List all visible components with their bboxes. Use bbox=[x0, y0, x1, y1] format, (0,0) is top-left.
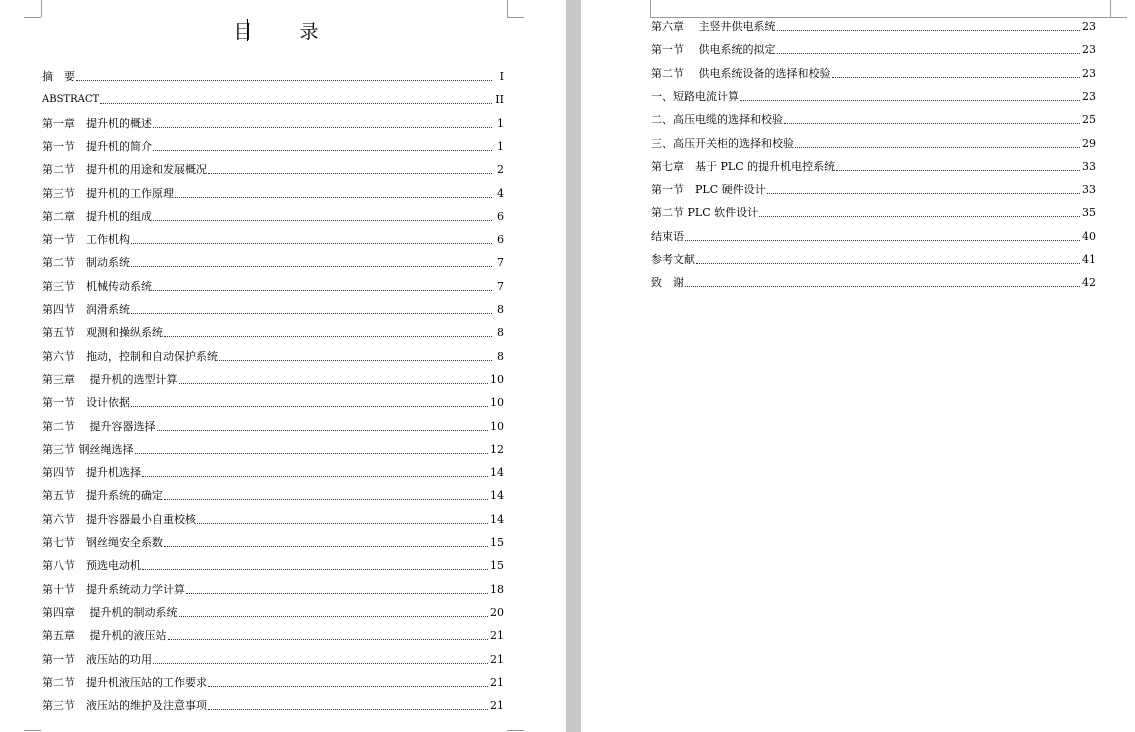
toc-dot-leader bbox=[197, 523, 488, 524]
toc-dot-leader bbox=[208, 709, 488, 710]
toc-entry[interactable] bbox=[42, 138, 504, 154]
toc-entry-label: 第三节 提升机的工作原理 bbox=[42, 186, 174, 200]
toc-dot-leader bbox=[135, 453, 489, 454]
toc-dot-leader bbox=[175, 197, 492, 198]
toc-entry-label: 三、高压开关柜的选择和校验 bbox=[651, 136, 794, 150]
toc-entry-page: 21 bbox=[490, 629, 504, 643]
crop-mark bbox=[1110, 17, 1127, 18]
toc-dot-leader bbox=[131, 266, 492, 267]
toc-dot-leader bbox=[131, 243, 492, 244]
toc-entry-label: 第二节 提升容器选择 bbox=[42, 419, 156, 433]
toc-dot-leader bbox=[767, 193, 1080, 194]
crop-mark bbox=[24, 730, 41, 731]
toc-dot-leader bbox=[186, 593, 488, 594]
toc-entry-label: 第七节 钢丝绳安全系数 bbox=[42, 536, 163, 549]
toc-entry-label: 第一节 工作机构 bbox=[42, 233, 130, 247]
toc-entry[interactable] bbox=[42, 115, 504, 131]
toc-dot-leader bbox=[131, 313, 492, 314]
page-gap bbox=[566, 0, 581, 732]
toc-dot-leader bbox=[131, 406, 488, 407]
toc-entry[interactable] bbox=[42, 674, 504, 690]
toc-dot-leader bbox=[157, 430, 489, 431]
toc-entry-label: 第七章 基于 PLC 的提升机电控系统 bbox=[651, 159, 836, 173]
toc-entry-label: 第十节 提升系统动力学计算 bbox=[42, 582, 185, 596]
crop-mark bbox=[1110, 0, 1111, 17]
crop-mark bbox=[41, 0, 42, 17]
toc-entry-label: 第一节 设计依据 bbox=[42, 396, 130, 410]
toc-entry[interactable] bbox=[42, 161, 504, 177]
toc-entry-label: 第三节 液压站的维护及注意事项 bbox=[42, 699, 207, 713]
toc-entry-page: 41 bbox=[1082, 253, 1096, 266]
toc-dot-leader bbox=[164, 499, 488, 500]
toc-entry-page: 21 bbox=[490, 652, 504, 666]
toc-entry-page: 40 bbox=[1082, 229, 1096, 243]
toc-entry-page: 10 bbox=[490, 419, 504, 433]
toc-entry-page: 15 bbox=[490, 536, 504, 549]
toc-entry-label: 第一节 PLC 硬件设计 bbox=[651, 183, 766, 197]
toc-dot-leader bbox=[153, 663, 488, 664]
toc-dot-leader bbox=[784, 123, 1080, 124]
toc-entry[interactable] bbox=[42, 487, 504, 503]
toc-dot-leader bbox=[696, 263, 1080, 264]
toc-entry-label: 第二节 提升机的用途和发展概况 bbox=[42, 163, 207, 177]
toc-dot-leader bbox=[685, 286, 1080, 287]
toc-entry-label: 第二节 制动系统 bbox=[42, 256, 130, 270]
toc-dot-leader bbox=[164, 336, 492, 337]
toc-entry-page: 10 bbox=[490, 396, 504, 410]
toc-entry-label: 第四节 提升机选择 bbox=[42, 466, 141, 480]
toc-entry-label: 第三节 机械传动系统 bbox=[42, 279, 152, 293]
toc-entry[interactable] bbox=[651, 88, 1096, 104]
toc-entry[interactable] bbox=[42, 208, 504, 224]
toc-entry-label: 第五节 提升系统的确定 bbox=[42, 489, 163, 503]
toc-entry-label: 第二章 提升机的组成 bbox=[42, 209, 152, 223]
toc-entry-page: 23 bbox=[1082, 66, 1096, 80]
toc-entry-label: 摘 要 bbox=[42, 70, 75, 83]
toc-entry-page: 6 bbox=[497, 209, 504, 223]
toc-entry-page: II bbox=[495, 93, 504, 107]
toc-entry-label: 第三章 提升机的选型计算 bbox=[42, 372, 178, 386]
toc-entry-label: 第四章 提升机的制动系统 bbox=[42, 605, 178, 619]
toc-dot-leader bbox=[685, 240, 1080, 241]
toc-entry-label: 参考文献 bbox=[651, 253, 695, 266]
toc-entry[interactable] bbox=[42, 231, 504, 247]
toc-entry-page: 29 bbox=[1082, 136, 1096, 150]
toc-dot-leader bbox=[179, 383, 489, 384]
toc-entry[interactable] bbox=[42, 371, 504, 387]
toc-dot-leader bbox=[100, 103, 492, 104]
toc-entry[interactable] bbox=[42, 581, 504, 597]
toc-entry-page: 23 bbox=[1082, 43, 1096, 57]
toc-dot-leader bbox=[759, 216, 1080, 217]
toc-dot-leader bbox=[219, 360, 492, 361]
toc-dot-leader bbox=[153, 150, 492, 151]
toc-entry[interactable] bbox=[42, 604, 504, 620]
toc-entry-page: 23 bbox=[1082, 20, 1096, 33]
toc-entry[interactable] bbox=[651, 65, 1096, 81]
toc-entry-label: 第五章 提升机的液压站 bbox=[42, 629, 167, 643]
toc-entry[interactable] bbox=[42, 301, 504, 317]
toc-entry-label: 第一章 提升机的概述 bbox=[42, 116, 152, 130]
toc-entry[interactable] bbox=[42, 651, 504, 667]
toc-entry-page: 12 bbox=[490, 442, 504, 456]
toc-entry-label: 第六章 主竖井供电系统 bbox=[651, 20, 776, 33]
toc-entry-label: 结束语 bbox=[651, 229, 684, 243]
toc-dot-leader bbox=[832, 77, 1081, 78]
toc-entry-label: 第五节 观测和操纵系统 bbox=[42, 326, 163, 340]
toc-entry-label: 二、高压电缆的选择和校验 bbox=[651, 113, 783, 127]
toc-entry[interactable] bbox=[42, 394, 504, 410]
toc-entry-page: 18 bbox=[490, 582, 504, 596]
toc-dot-leader bbox=[179, 616, 489, 617]
toc-entry-label: 一、短路电流计算 bbox=[651, 89, 739, 103]
toc-entry[interactable] bbox=[42, 348, 504, 364]
toc-entry[interactable] bbox=[651, 228, 1096, 244]
toc-entry-page: 1 bbox=[497, 116, 504, 130]
toc-entry-label: ABSTRACT bbox=[42, 94, 100, 106]
toc-dot-leader bbox=[208, 686, 488, 687]
toc-entry-label: 致 谢 bbox=[651, 276, 684, 290]
toc-entry-label: 第一节 供电系统的拟定 bbox=[651, 43, 776, 57]
toc-entry-label: 第二节 PLC 软件设计 bbox=[651, 206, 759, 220]
toc-entry[interactable] bbox=[42, 464, 504, 480]
toc-dot-leader bbox=[777, 53, 1081, 54]
toc-entry-label: 第一节 提升机的简介 bbox=[42, 139, 152, 153]
toc-dot-leader bbox=[142, 476, 488, 477]
toc-entry-page: 8 bbox=[497, 303, 504, 316]
toc-dot-leader bbox=[153, 290, 492, 291]
toc-entry-page: 42 bbox=[1082, 276, 1096, 290]
toc-entry-page: 14 bbox=[490, 489, 504, 503]
crop-mark bbox=[650, 0, 651, 17]
toc-entry-label: 第三节 钢丝绳选择 bbox=[42, 442, 134, 456]
toc-entry-page: 4 bbox=[497, 186, 504, 200]
toc-entry[interactable] bbox=[651, 135, 1096, 151]
toc-entry-label: 第二节 供电系统设备的选择和校验 bbox=[651, 66, 831, 80]
toc-entry[interactable] bbox=[42, 68, 504, 84]
toc-entry-page: 25 bbox=[1082, 113, 1096, 127]
toc-entry-page: 33 bbox=[1082, 183, 1096, 197]
toc-dot-leader bbox=[164, 546, 488, 547]
toc-entry-label: 第四节 润滑系统 bbox=[42, 303, 130, 316]
toc-dot-leader bbox=[777, 30, 1081, 31]
toc-entry[interactable] bbox=[42, 534, 504, 550]
document-page-left bbox=[0, 0, 566, 732]
toc-entry-page: 8 bbox=[497, 349, 504, 363]
toc-entry[interactable] bbox=[651, 204, 1096, 220]
toc-entry[interactable] bbox=[651, 18, 1096, 34]
toc-title: 目 录 bbox=[233, 21, 333, 43]
toc-entry[interactable] bbox=[42, 557, 504, 573]
toc-entry-page: 21 bbox=[490, 675, 504, 689]
toc-entry[interactable] bbox=[651, 251, 1096, 267]
toc-entry-page: I bbox=[499, 70, 504, 83]
toc-dot-leader bbox=[208, 173, 492, 174]
toc-entry[interactable] bbox=[42, 511, 504, 527]
toc-entry[interactable] bbox=[42, 91, 504, 107]
toc-entry-label: 第六节 提升容器最小自重校核 bbox=[42, 512, 196, 526]
toc-entry-page: 20 bbox=[490, 605, 504, 619]
toc-entry-page: 14 bbox=[490, 512, 504, 526]
toc-entry-page: 33 bbox=[1082, 159, 1096, 173]
toc-entry-page: 2 bbox=[497, 163, 504, 177]
toc-entry-label: 第二节 提升机液压站的工作要求 bbox=[42, 675, 207, 689]
toc-entry[interactable] bbox=[42, 627, 504, 643]
toc-dot-leader bbox=[153, 127, 492, 128]
toc-entry[interactable] bbox=[42, 418, 504, 434]
toc-entry[interactable] bbox=[42, 697, 504, 713]
toc-dot-leader bbox=[740, 100, 1080, 101]
crop-mark bbox=[507, 0, 508, 17]
toc-entry[interactable] bbox=[42, 324, 504, 340]
toc-entry-label: 第八节 预选电动机 bbox=[42, 559, 141, 573]
toc-entry[interactable] bbox=[651, 274, 1096, 290]
toc-entry-page: 23 bbox=[1082, 89, 1096, 103]
toc-dot-leader bbox=[76, 80, 492, 81]
toc-dot-leader bbox=[142, 569, 488, 570]
toc-entry[interactable] bbox=[651, 111, 1096, 127]
toc-dot-leader bbox=[153, 220, 492, 221]
crop-mark bbox=[507, 730, 524, 731]
toc-entry-page: 6 bbox=[497, 233, 504, 247]
toc-entry-label: 第六节 拖动，控制和自动保护系统 bbox=[42, 349, 218, 363]
toc-entry[interactable] bbox=[42, 278, 504, 294]
toc-entry-page: 8 bbox=[497, 326, 504, 340]
toc-entry-page: 7 bbox=[497, 256, 504, 270]
toc-entry-label: 第一节 液压站的功用 bbox=[42, 652, 152, 666]
toc-dot-leader bbox=[795, 147, 1080, 148]
toc-entry-page: 7 bbox=[497, 279, 504, 293]
toc-entry-page: 21 bbox=[490, 699, 504, 713]
document-page-right bbox=[581, 0, 1135, 732]
toc-entry[interactable] bbox=[42, 254, 504, 270]
toc-entry[interactable] bbox=[651, 41, 1096, 57]
toc-entry[interactable] bbox=[42, 441, 504, 457]
toc-entry-page: 1 bbox=[497, 139, 504, 153]
toc-entry-page: 10 bbox=[490, 372, 504, 386]
toc-entry-page: 14 bbox=[490, 466, 504, 480]
toc-entry[interactable] bbox=[651, 158, 1096, 174]
toc-entry-page: 35 bbox=[1082, 206, 1096, 220]
toc-entry-page: 15 bbox=[490, 559, 504, 573]
toc-dot-leader bbox=[836, 170, 1080, 171]
toc-dot-leader bbox=[168, 639, 489, 640]
toc-entry[interactable] bbox=[42, 185, 504, 201]
toc-entry[interactable] bbox=[651, 181, 1096, 197]
